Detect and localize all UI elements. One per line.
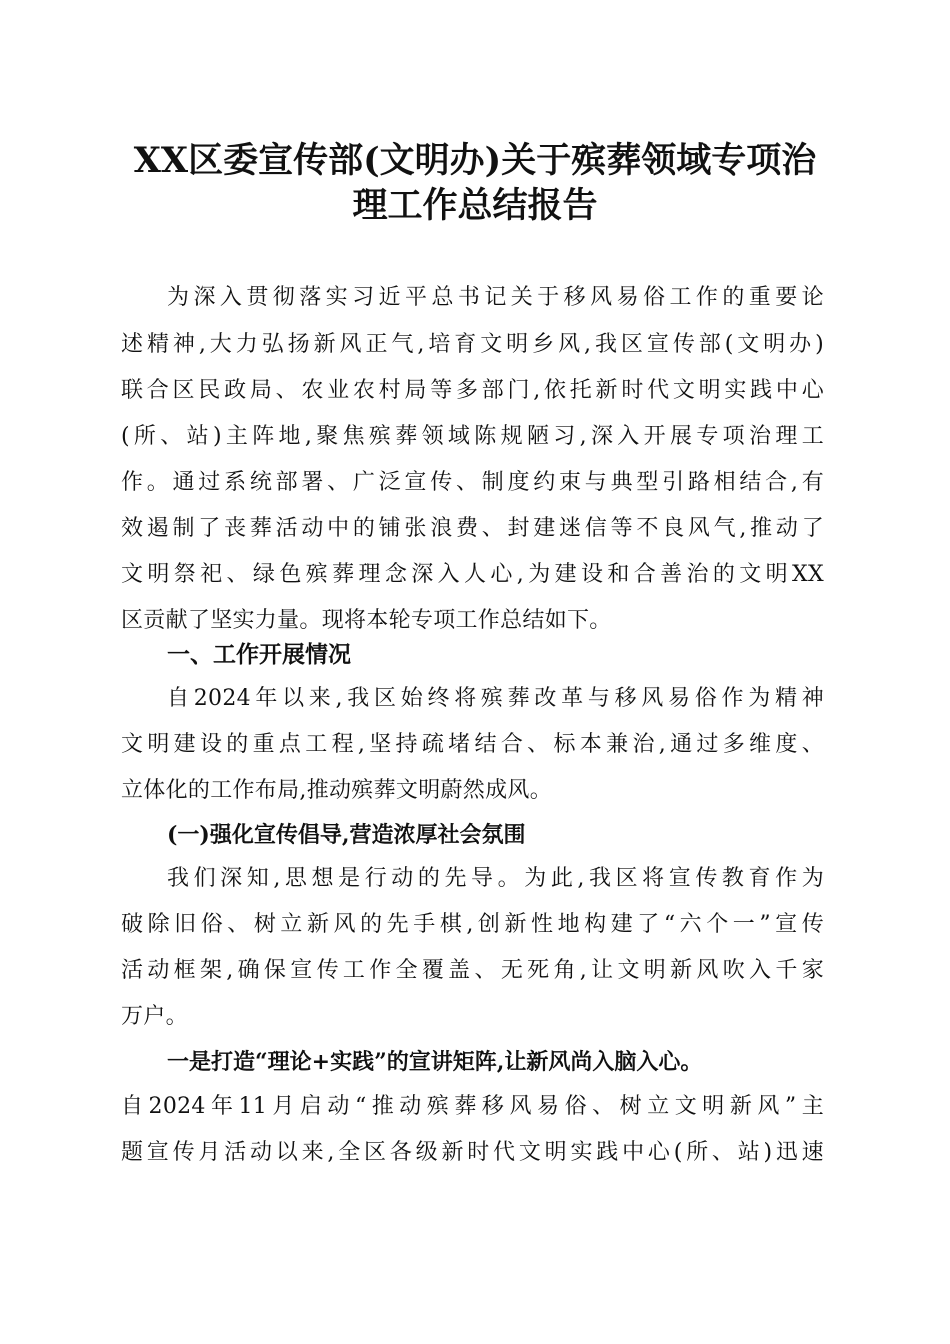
document-title-line-2: 理工作总结报告: [352, 185, 598, 226]
intro-line-7: 文明祭祀、绿色殡葬理念深入人心,为建设和合善治的文明XX: [121, 562, 824, 587]
section-heading-1: 一、工作开展情况: [167, 642, 351, 668]
intro-line-2: 述精神,大力弘扬新风正气,培育文明乡风,我区宣传部(文明办): [121, 332, 824, 357]
intro-line-3: 联合区民政局、农业农村局等多部门,依托新时代文明实践中心: [121, 378, 824, 403]
subsection1-line-4: 万户。: [121, 1004, 188, 1029]
intro-line-6: 效遏制了丧葬活动中的铺张浪费、封建迷信等不良风气,推动了: [121, 516, 824, 541]
subsection-heading-1: (一)强化宣传倡导,营造浓厚社会氛围: [167, 822, 526, 848]
section1-line-2: 文明建设的重点工程,坚持疏堵结合、标本兼治,通过多维度、: [121, 732, 824, 757]
intro-line-4: (所、站)主阵地,聚焦殡葬领域陈规陋习,深入开展专项治理工: [121, 424, 824, 449]
point-heading-1: 一是打造“理论+实践”的宣讲矩阵,让新风尚入脑入心。: [167, 1049, 703, 1075]
intro-line-1: 为深入贯彻落实习近平总书记关于移风易俗工作的重要论: [167, 285, 824, 310]
intro-line-8: 区贡献了坚实力量。现将本轮专项工作总结如下。: [121, 608, 612, 633]
section1-line-1: 自2024年以来,我区始终将殡葬改革与移风易俗作为精神: [167, 686, 824, 711]
subsection1-line-2: 破除旧俗、树立新风的先手棋,创新性地构建了“六个一”宣传: [121, 912, 824, 937]
point1-line-2: 题宣传月活动以来,全区各级新时代文明实践中心(所、站)迅速: [121, 1140, 824, 1165]
intro-line-5: 作。通过系统部署、广泛宣传、制度约束与典型引路相结合,有: [121, 470, 824, 495]
subsection1-line-3: 活动框架,确保宣传工作全覆盖、无死角,让文明新风吹入千家: [121, 958, 824, 983]
point1-line-1: 自2024年11月启动“推动殡葬移风易俗、树立文明新风”主: [121, 1094, 824, 1119]
document-title-line-1: XX区委宣传部(文明办)关于殡葬领域专项治: [133, 140, 817, 181]
subsection1-line-1: 我们深知,思想是行动的先导。为此,我区将宣传教育作为: [167, 866, 824, 891]
section1-line-3: 立体化的工作布局,推动殡葬文明蔚然成风。: [121, 778, 552, 803]
